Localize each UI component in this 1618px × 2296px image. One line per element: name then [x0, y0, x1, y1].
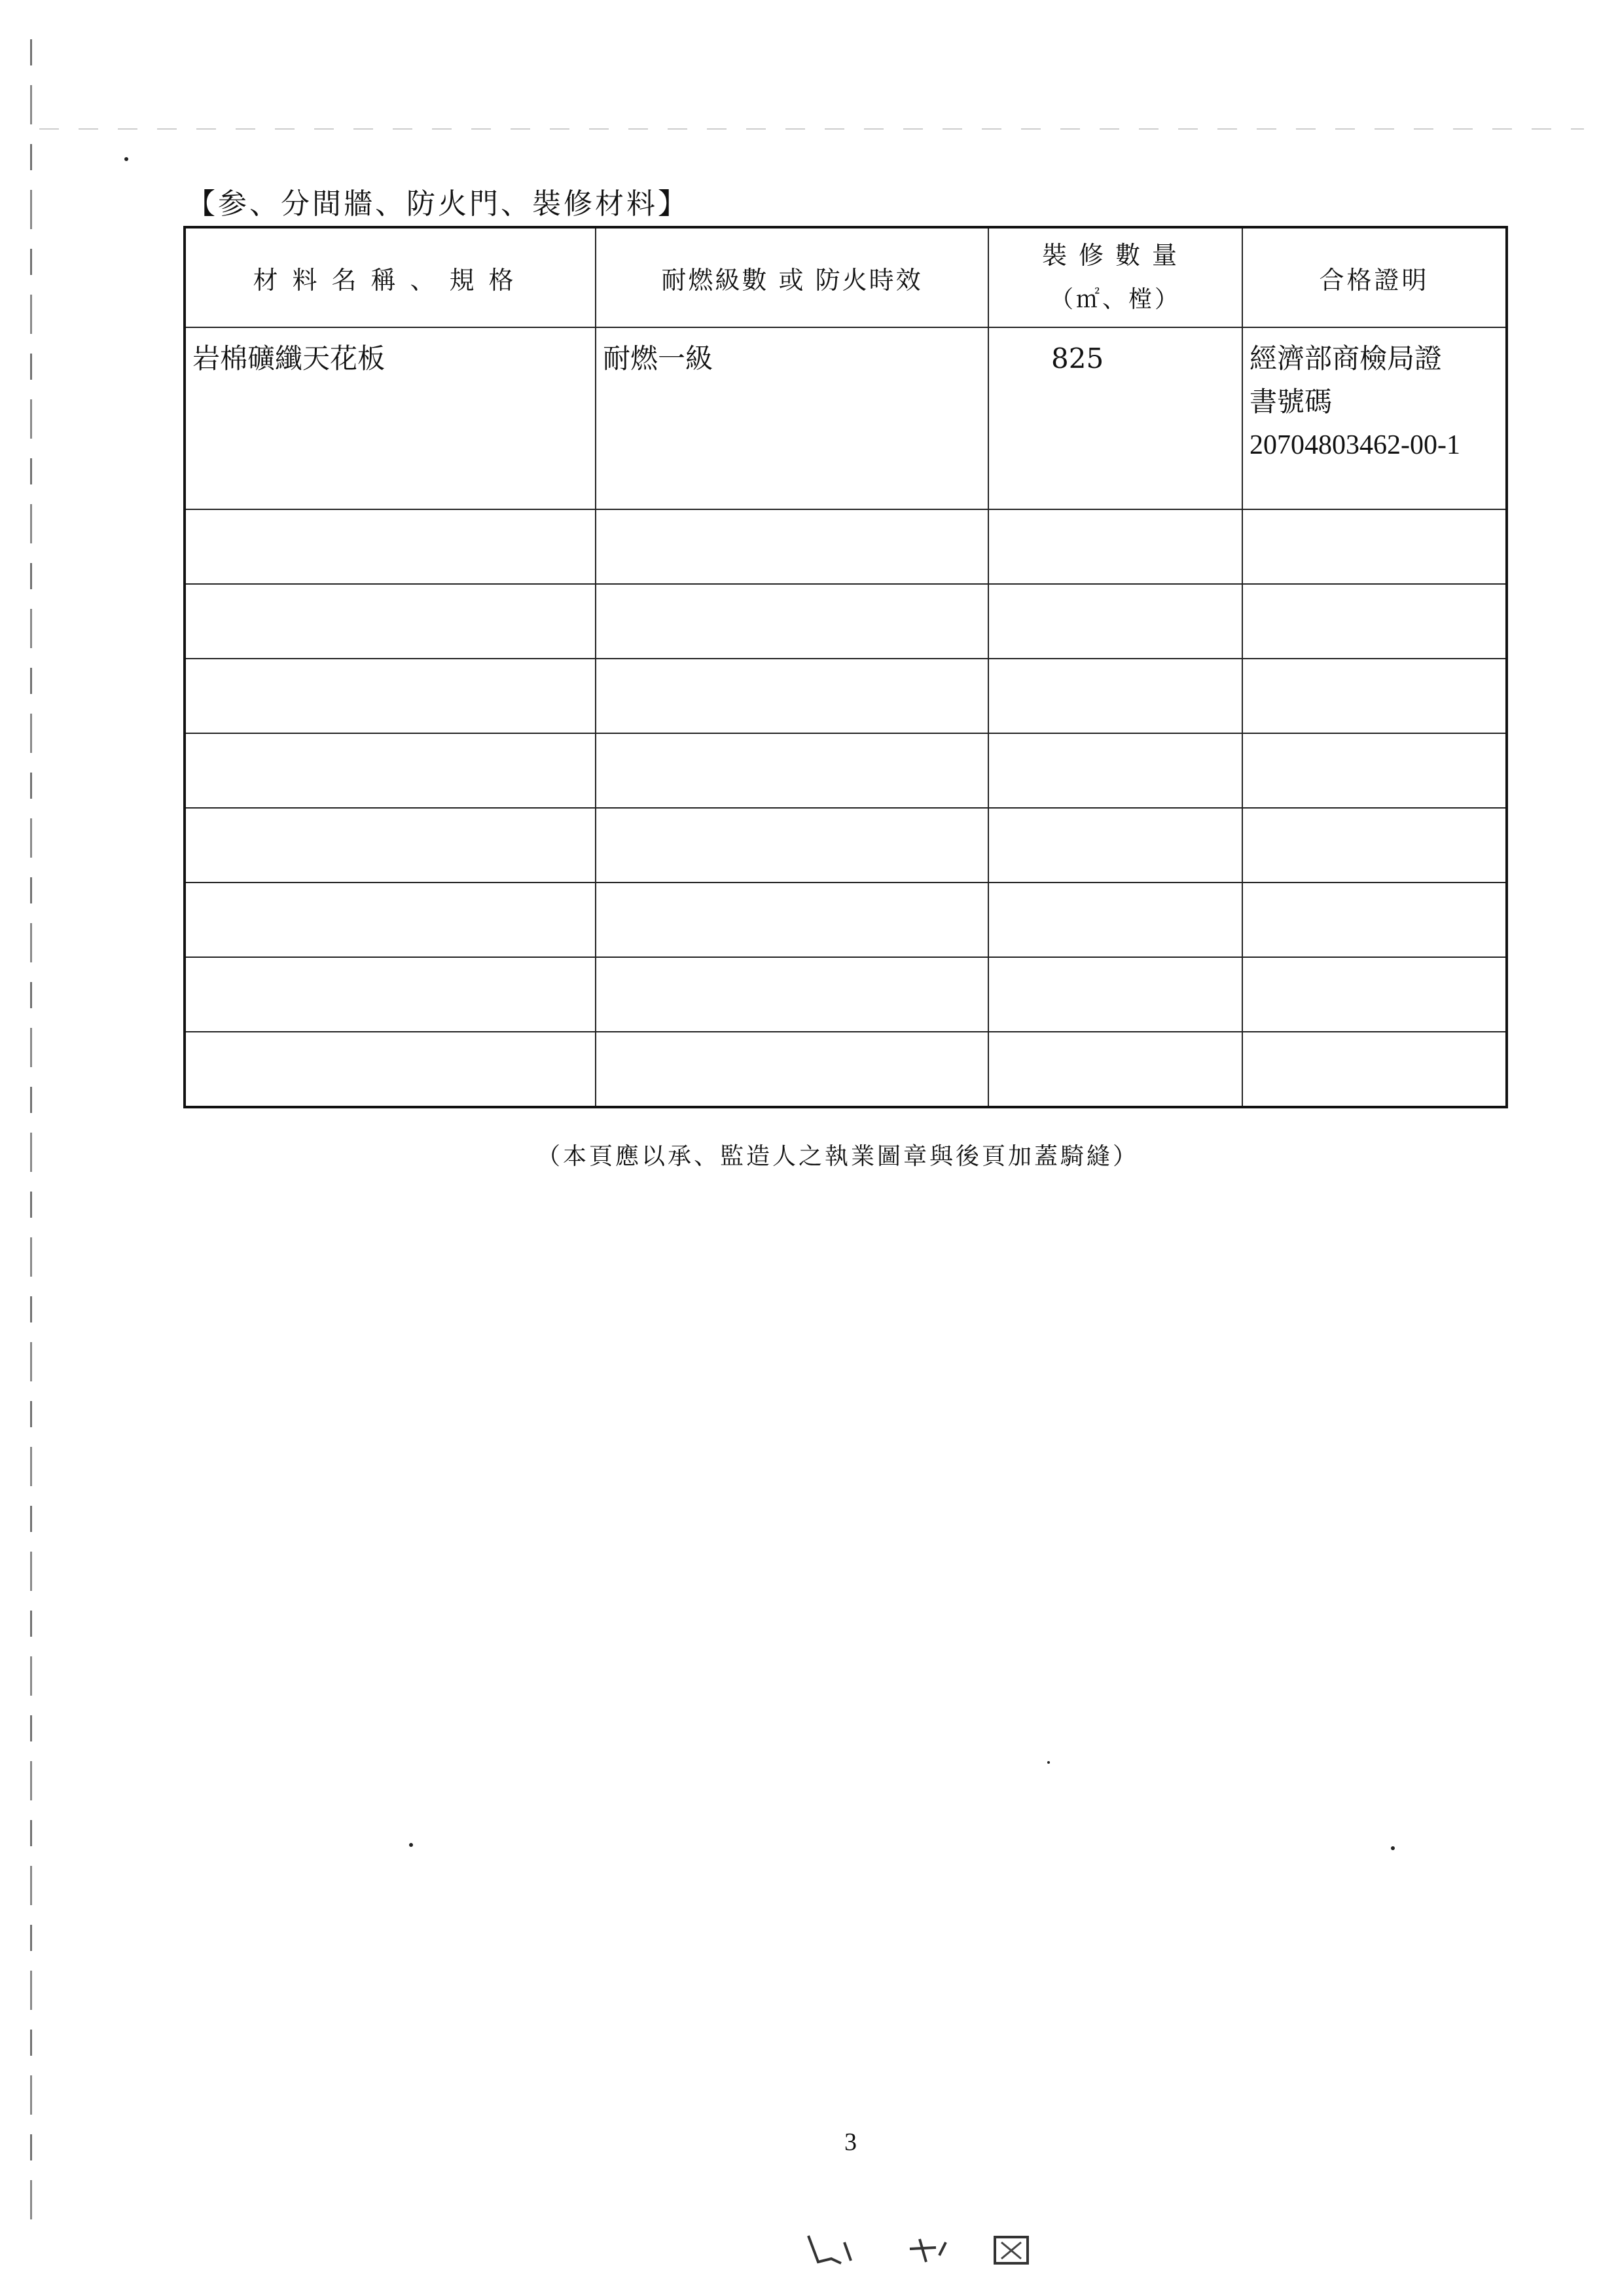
header-quantity-unit: （㎡、樘） [1049, 286, 1181, 313]
cell-fire-grade: 耐燃一級 [596, 327, 988, 509]
section-title: 【参、分間牆、防火門、裝修材料】 [187, 187, 689, 221]
empty-table-row [185, 883, 1507, 957]
scan-edge-artifact [30, 39, 32, 2239]
table-row [185, 327, 1507, 509]
certificate-number: 20704803462-00-1 [1249, 430, 1460, 460]
page-number: 3 [844, 2128, 857, 2156]
materials-table [183, 226, 1508, 1108]
header-quantity [988, 227, 1242, 327]
empty-table-row [185, 808, 1507, 883]
table-header-row [185, 227, 1507, 327]
header-material-name: 材料名稱、規格 [185, 227, 596, 327]
empty-table-row [185, 584, 1507, 659]
empty-table-row [185, 957, 1507, 1032]
scan-speck [1047, 1761, 1050, 1764]
cell-quantity: 825 [988, 327, 1242, 509]
header-fire-grade: 耐燃級數 或 防火時效 [596, 227, 988, 327]
empty-table-row [185, 659, 1507, 733]
empty-table-row [185, 1032, 1507, 1107]
certificate-line-2: 書號碼 [1249, 386, 1333, 418]
empty-table-row [185, 733, 1507, 808]
scan-speck [124, 157, 128, 161]
certificate-line-1: 經濟部商檢局證 [1249, 342, 1443, 374]
header-quantity-label: 裝修數量 [1041, 241, 1189, 270]
cell-material-name: 岩棉礦纖天花板 [185, 327, 596, 509]
scan-speck [1391, 1846, 1395, 1850]
scan-speck [409, 1843, 413, 1847]
seal-instruction-note: （本頁應以承、監造人之執業圖章與後頁加蓋騎縫） [537, 1143, 1140, 1170]
scan-top-artifact [39, 128, 1584, 130]
cell-certificate [1242, 327, 1507, 509]
empty-table-row [185, 509, 1507, 584]
seal-stamp-marks [805, 2229, 1080, 2269]
header-certificate: 合格證明 [1242, 227, 1507, 327]
